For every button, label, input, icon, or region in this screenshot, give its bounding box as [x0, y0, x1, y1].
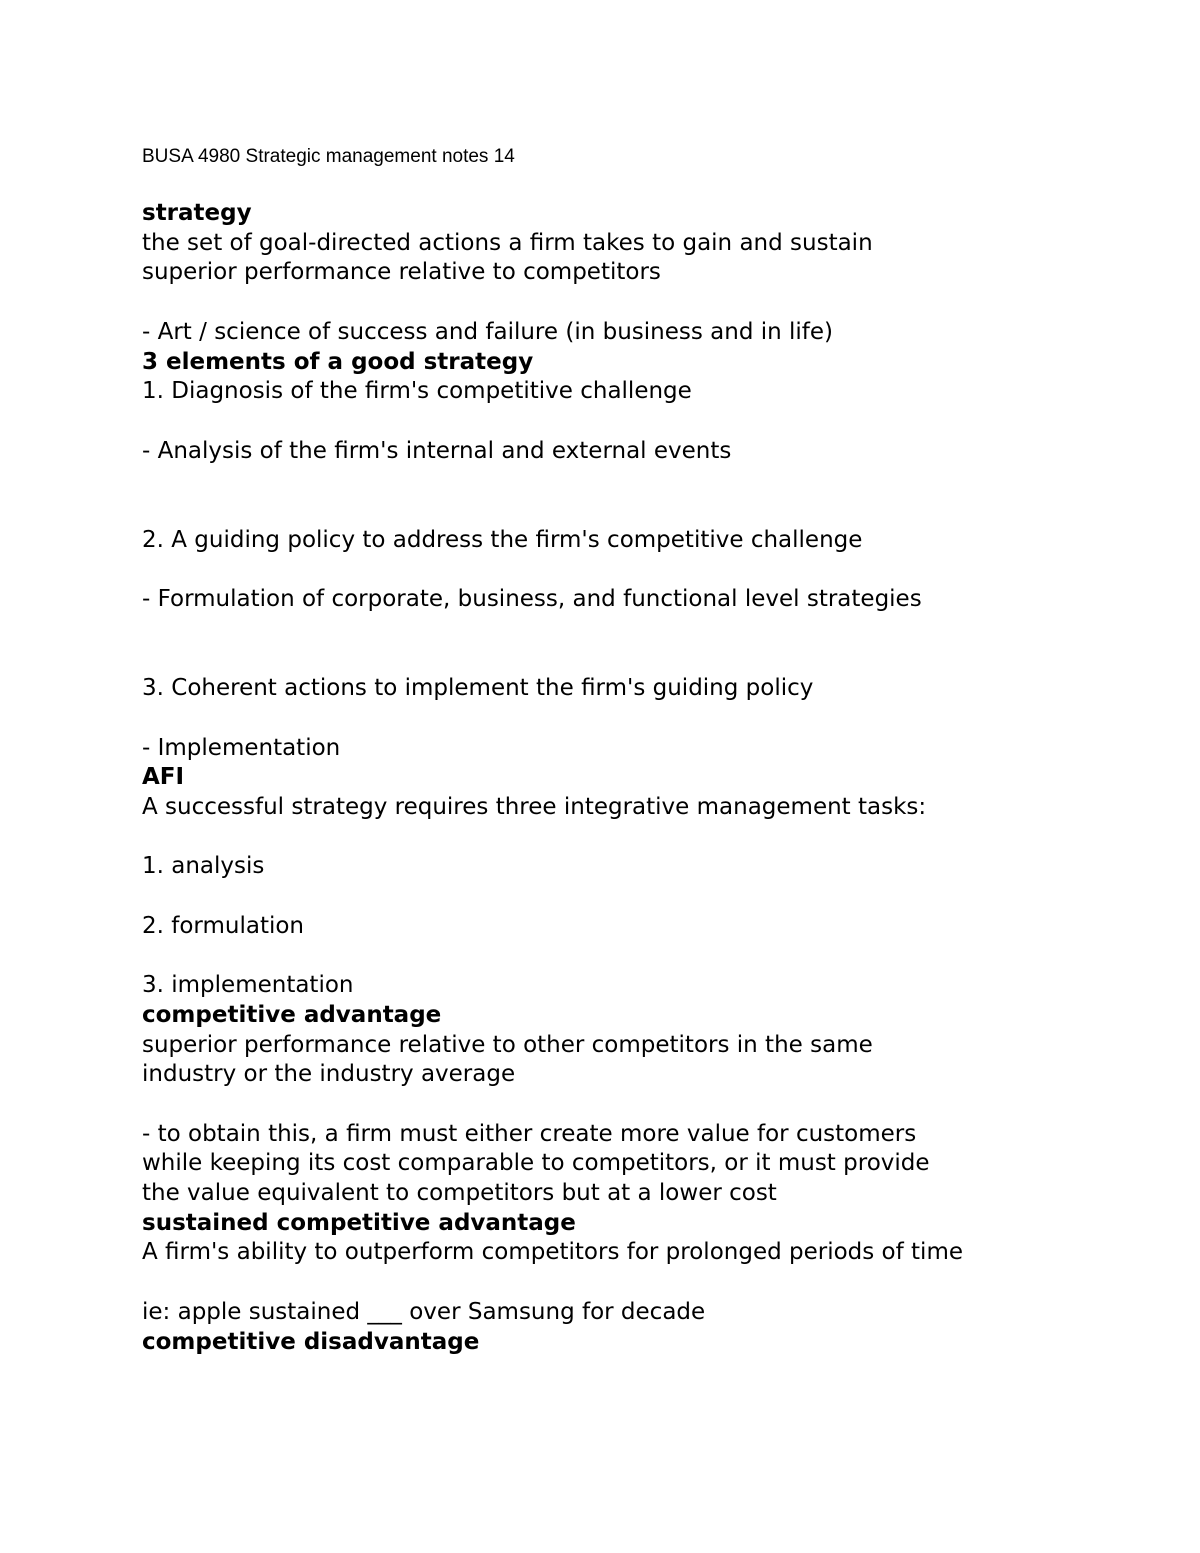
definition-line: superior performance relative to other competitors in the same [142, 1031, 873, 1058]
note-line: - Formulation of corporate, business, and functional level strategies [142, 586, 922, 613]
note-line: ie: apple sustained ___ over Samsung for decade [142, 1298, 706, 1325]
blank-line [142, 1268, 1122, 1298]
definition-line: A firm's ability to outperform competitors for prolonged periods of time [142, 1239, 964, 1266]
document-body [142, 199, 1122, 1357]
blank-line [142, 823, 1122, 853]
blank-line [142, 941, 1122, 971]
note-line: - to obtain this, a firm must either create more value for customers [142, 1120, 917, 1147]
note-line: the value equivalent to competitors but at a lower cost [142, 1180, 777, 1207]
term-heading: sustained competitive advantage [142, 1209, 576, 1236]
list-item: 1. analysis [142, 853, 265, 880]
note-line: - Analysis of the firm's internal and external events [142, 437, 732, 464]
term-heading: strategy [142, 200, 252, 226]
blank-line [142, 466, 1122, 496]
definition-line: industry or the industry average [142, 1061, 516, 1088]
blank-line [142, 882, 1122, 912]
document-page [142, 0, 1122, 1553]
definition-line: A successful strategy requires three integrative management tasks: [142, 793, 927, 820]
blank-line [142, 704, 1122, 734]
blank-line [142, 496, 1122, 526]
note-line: - Implementation [142, 734, 341, 761]
list-item: 1. Diagnosis of the firm's competitive challenge [142, 378, 692, 405]
term-heading: competitive disadvantage [142, 1328, 480, 1355]
list-item: 2. A guiding policy to address the firm's competitive challenge [142, 526, 863, 553]
term-heading: 3 elements of a good strategy [142, 348, 534, 375]
note-line: - Art / science of success and failure (in business and in life) [142, 318, 834, 345]
blank-line [142, 407, 1122, 437]
list-item: 2. formulation [142, 912, 304, 939]
list-item: 3. Coherent actions to implement the firm's guiding policy [142, 675, 814, 702]
term-heading: AFI [142, 764, 185, 791]
blank-line [142, 555, 1122, 585]
blank-line [142, 288, 1122, 318]
definition-line: the set of goal-directed actions a firm takes to gain and sustain [142, 229, 873, 256]
blank-line [142, 644, 1122, 674]
list-item: 3. implementation [142, 972, 354, 999]
note-line: while keeping its cost comparable to competitors, or it must provide [142, 1150, 930, 1177]
document-title: BUSA 4980 Strategic management notes 14 [142, 146, 515, 167]
blank-line [142, 615, 1122, 645]
term-heading: competitive advantage [142, 1001, 442, 1028]
blank-line [142, 1090, 1122, 1120]
definition-line: superior performance relative to competitors [142, 259, 661, 286]
